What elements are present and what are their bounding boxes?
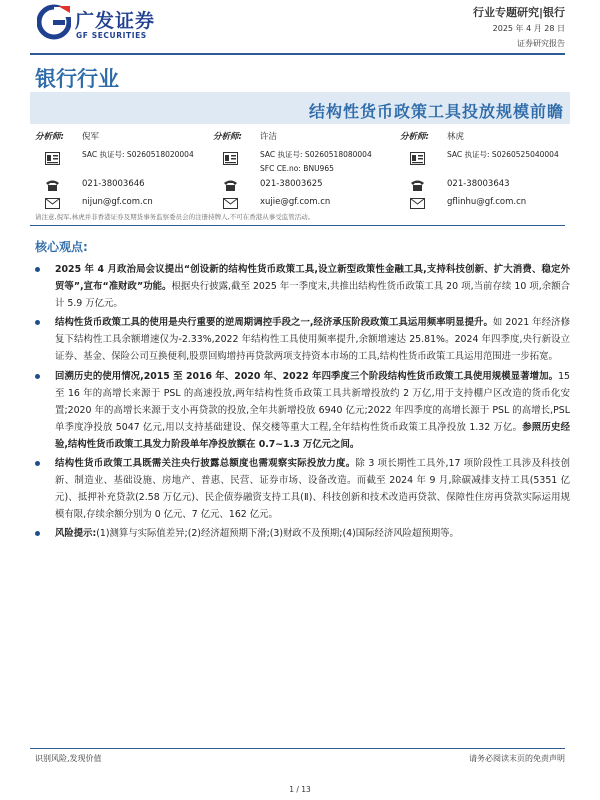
id-card-icon (45, 152, 60, 165)
report-type: 证券研究报告 (517, 39, 565, 48)
analyst-sfc: SFC CE.no: BNU965 (260, 164, 334, 173)
footer-divider (30, 748, 565, 749)
bullet-dot-icon (35, 461, 40, 466)
list-item (33, 525, 570, 542)
footer-slogan: 识别风险,发现价值 (35, 754, 102, 763)
analyst-card-2 (213, 130, 393, 210)
bullet-dot-icon (35, 531, 40, 536)
bullet-text: (1)测算与实际值差异;(2)经济超预期下滑;(3)财政不及预期;(4)国际经济风险超预期等。 (96, 528, 459, 540)
analyst-phone: 021-38003643 (447, 179, 510, 189)
analyst-label: 分析师: (213, 132, 242, 142)
list-item (33, 455, 570, 523)
report-title: 结构性货币政策工具投放规模前瞻 (308, 102, 564, 121)
analyst-email[interactable]: gflinhu@gf.com.cn (447, 197, 527, 207)
bullet-dot-icon (35, 374, 40, 379)
phone-icon (45, 179, 60, 191)
bullet-bold-text: 风险提示: (55, 528, 97, 540)
analyst-card-1 (35, 130, 210, 210)
analyst-email[interactable]: xujie@gf.com.cn (260, 197, 331, 207)
brand-name-cn: 广发证券 (75, 10, 156, 32)
section-divider (30, 225, 565, 226)
brand-name-en: GF SECURITIES (76, 31, 147, 40)
email-icon (45, 198, 60, 209)
analyst-email[interactable]: nijun@gf.com.cn (82, 197, 153, 207)
license-disclaimer: 请注意,倪军,林虎并非香港证券及期货事务监察委员会的注册持牌人,不可在香港从事受监管活动。 (35, 213, 315, 221)
analyst-label: 分析师: (400, 132, 429, 142)
analyst-sac: SAC 执证号: S0260518020004 (82, 150, 194, 159)
phone-icon (410, 179, 425, 191)
analyst-phone: 021-38003646 (82, 179, 145, 189)
analyst-sac: SAC 执证号: S0260518080004 (260, 150, 372, 159)
bullet-bold-text: 结构性货币政策工具的使用是央行重要的逆周期调控手段之一,经济承压阶段政策工具运用频率明显提升。 (55, 317, 493, 329)
analyst-name: 倪军 (82, 132, 100, 142)
list-item (33, 368, 570, 453)
bullet-text: 如 2021 年经济修复下结构性工具余额增速仅为-2.33%,2022 年结构性工具使用频率提升,余额增速达 25.81%。2024 年四季度,央行新设立证券、基金、保险公司互换便利,股票回购增持再贷款两项支持资本市场的工具,结构性货币政策工具运用范围进一步拓宽。 (55, 317, 570, 363)
id-card-icon (410, 152, 425, 165)
analyst-card-3 (400, 130, 570, 210)
gf-logo-mark-icon (37, 4, 71, 40)
sector-title: 银行行业 (35, 67, 119, 91)
core-views-heading: 核心观点: (35, 240, 88, 254)
core-views-list (33, 261, 570, 545)
bullet-bold-text: 2025 年 4 月政治局会议提出“创设新的结构性货币政策工具,设立新型政策性金融工具,支持科技创新、扩大消费、稳定外贸等”,宣布“准财政”功能。 (55, 264, 570, 293)
phone-icon (223, 179, 238, 191)
footer-disclaimer-note: 请务必阅读末页的免责声明 (469, 754, 565, 763)
bullet-bold-text: 结构性货币政策工具既需关注央行披露总额度也需观察实际投放力度。 (55, 458, 356, 470)
bullet-text: 根据央行披露,截至 2025 年一季度末,共推出结构性货币政策工具 20 项,当前存续 10 项,余额合计 5.9 万亿元。 (55, 281, 570, 310)
analyst-phone: 021-38003625 (260, 179, 323, 189)
bullet-dot-icon (35, 267, 40, 272)
header-divider (30, 53, 565, 55)
analyst-sac: SAC 执证号: S0260525040004 (447, 150, 559, 159)
email-icon (410, 198, 425, 209)
analyst-name: 林虎 (447, 132, 465, 142)
analyst-label: 分析师: (35, 132, 64, 142)
bullet-dot-icon (35, 320, 40, 325)
bullet-text: 除 3 项长期性工具外,17 项阶段性工具涉及科技创新、制造业、基础设施、房地产、普惠、民营、证券市场、设备改造。而截至 2024 年 9 月,除碳减排支持工具(5351 亿元)、抵押补充贷款(2.58 万亿元)、民企债券融资支持工具(Ⅱ)、科技创新和技术改造再贷款、保障性住房再贷款实际运用规模有限,存续余额分别为 0 亿元、7 亿元、162 亿元。 (55, 458, 570, 521)
bullet-bold-conclusion: 参照历史经验,结构性货币政策工具发力阶段单年净投放额在 0.7~1.3 万亿元之间。 (55, 421, 570, 450)
bullet-bold-text: 回溯历史的使用情况,2015 至 2016 年、2020 年、2022 年四季度三个阶段结构性货币政策工具使用规模显著增加。 (55, 370, 559, 382)
page-number: 1 / 13 (289, 785, 311, 794)
brand-logo (37, 4, 162, 42)
report-date: 2025 年 4 月 28 日 (492, 24, 565, 33)
list-item (33, 314, 570, 365)
report-category: 行业专题研究|银行 (472, 6, 565, 19)
email-icon (223, 198, 238, 209)
analyst-name: 许洁 (260, 132, 278, 142)
bullet-text: 15 至 16 年的高增长来源于 PSL 的高速投放,两年结构性货币政策工具共新增投放约 2 万亿,用于支持棚户区改造的货币化安置;2020 年的高增长来源于支小再贷款的投放,全年共新增投放 6940 亿元;2022 年四季度的高增长源于 PSL 的高增长,PSL 单季度净投放 5047 亿元,用以支持基础建设、保交楼等重大工程,全年结构性货币政策工具净投放 1.32 万亿。 (55, 370, 570, 433)
id-card-icon (223, 152, 238, 165)
list-item (33, 261, 570, 312)
